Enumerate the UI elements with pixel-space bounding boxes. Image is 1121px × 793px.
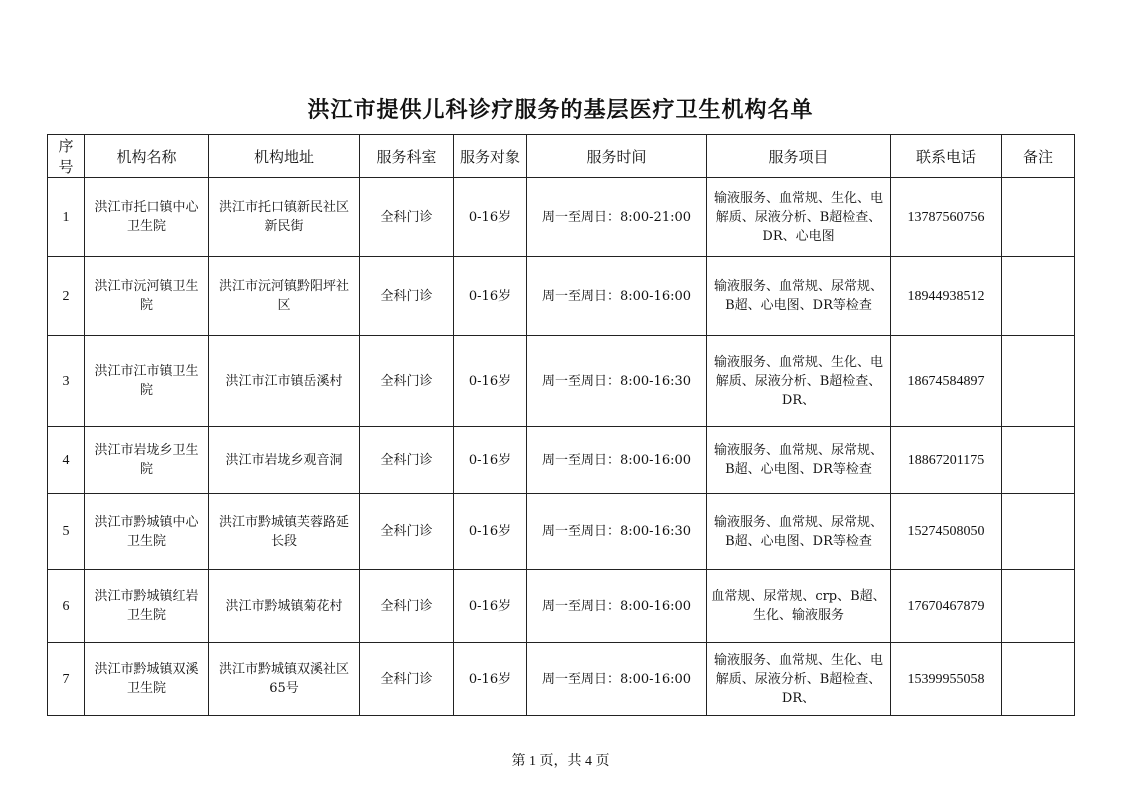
row-phone: 18867201175 xyxy=(891,427,1002,494)
header-address: 机构地址 xyxy=(209,135,360,178)
row-address: 洪江市沅河镇黔阳坪社区 xyxy=(209,257,360,336)
header-time: 服务时间 xyxy=(527,135,707,178)
row-note xyxy=(1002,178,1075,257)
row-target: 0-16岁 xyxy=(454,178,527,257)
row-address: 洪江市黔城镇双溪社区65号 xyxy=(209,643,360,716)
header-items: 服务项目 xyxy=(707,135,891,178)
row-phone: 15399955058 xyxy=(891,643,1002,716)
table-row xyxy=(48,427,1075,494)
row-department: 全科门诊 xyxy=(360,336,454,427)
row-items: 输液服务、血常规、尿常规、B超、心电图、DR等检查 xyxy=(707,427,891,494)
row-phone: 17670467879 xyxy=(891,570,1002,643)
row-index: 3 xyxy=(48,336,85,427)
row-address: 洪江市岩垅乡观音洞 xyxy=(209,427,360,494)
row-name: 洪江市江市镇卫生院 xyxy=(85,336,209,427)
row-time: 周一至周日：8:00-16:00 xyxy=(527,643,707,716)
row-target: 0-16岁 xyxy=(454,494,527,570)
row-note xyxy=(1002,427,1075,494)
row-index: 2 xyxy=(48,257,85,336)
row-items: 输液服务、血常规、生化、电解质、尿液分析、B超检查、DR、 xyxy=(707,643,891,716)
document-title: 洪江市提供儿科诊疗服务的基层医疗卫生机构名单 xyxy=(307,97,814,123)
row-note xyxy=(1002,257,1075,336)
row-address: 洪江市托口镇新民社区新民街 xyxy=(209,178,360,257)
row-index: 4 xyxy=(48,427,85,494)
row-phone: 15274508050 xyxy=(891,494,1002,570)
row-name: 洪江市托口镇中心卫生院 xyxy=(85,178,209,257)
row-address: 洪江市黔城镇芙蓉路延长段 xyxy=(209,494,360,570)
header-phone: 联系电话 xyxy=(891,135,1002,178)
row-note xyxy=(1002,494,1075,570)
row-time: 周一至周日：8:00-16:00 xyxy=(527,427,707,494)
row-name: 洪江市黔城镇红岩卫生院 xyxy=(85,570,209,643)
row-department: 全科门诊 xyxy=(360,643,454,716)
row-department: 全科门诊 xyxy=(360,178,454,257)
row-department: 全科门诊 xyxy=(360,570,454,643)
row-time: 周一至周日：8:00-21:00 xyxy=(527,178,707,257)
header-name: 机构名称 xyxy=(85,135,209,178)
table-row xyxy=(48,336,1075,427)
row-phone: 18674584897 xyxy=(891,336,1002,427)
row-name: 洪江市黔城镇双溪卫生院 xyxy=(85,643,209,716)
row-index: 5 xyxy=(48,494,85,570)
header-department: 服务科室 xyxy=(360,135,454,178)
row-address: 洪江市黔城镇菊花村 xyxy=(209,570,360,643)
row-target: 0-16岁 xyxy=(454,336,527,427)
page-number: 第 1 页，共 4 页 xyxy=(511,754,610,769)
row-time: 周一至周日：8:00-16:00 xyxy=(527,257,707,336)
row-index: 6 xyxy=(48,570,85,643)
table-row xyxy=(48,570,1075,643)
row-time: 周一至周日：8:00-16:30 xyxy=(527,494,707,570)
row-name: 洪江市岩垅乡卫生院 xyxy=(85,427,209,494)
row-index: 1 xyxy=(48,178,85,257)
row-note xyxy=(1002,643,1075,716)
row-note xyxy=(1002,336,1075,427)
row-target: 0-16岁 xyxy=(454,643,527,716)
table-header-row xyxy=(48,135,1075,178)
row-time: 周一至周日：8:00-16:30 xyxy=(527,336,707,427)
row-name: 洪江市沅河镇卫生院 xyxy=(85,257,209,336)
header-note: 备注 xyxy=(1002,135,1075,178)
row-items: 血常规、尿常规、crp、B超、生化、输液服务 xyxy=(707,570,891,643)
row-target: 0-16岁 xyxy=(454,257,527,336)
row-target: 0-16岁 xyxy=(454,570,527,643)
row-phone: 13787560756 xyxy=(891,178,1002,257)
row-department: 全科门诊 xyxy=(360,257,454,336)
row-items: 输液服务、血常规、生化、电解质、尿液分析、B超检查、DR、心电图 xyxy=(707,178,891,257)
row-target: 0-16岁 xyxy=(454,427,527,494)
row-address: 洪江市江市镇岳溪村 xyxy=(209,336,360,427)
row-name: 洪江市黔城镇中心卫生院 xyxy=(85,494,209,570)
row-time: 周一至周日：8:00-16:00 xyxy=(527,570,707,643)
row-note xyxy=(1002,570,1075,643)
table-row xyxy=(48,643,1075,716)
row-phone: 18944938512 xyxy=(891,257,1002,336)
header-index: 序号 xyxy=(48,135,85,178)
table-row xyxy=(48,494,1075,570)
table-row xyxy=(48,257,1075,336)
header-target: 服务对象 xyxy=(454,135,527,178)
row-department: 全科门诊 xyxy=(360,427,454,494)
row-items: 输液服务、血常规、生化、电解质、尿液分析、B超检查、DR、 xyxy=(707,336,891,427)
table-row xyxy=(48,178,1075,257)
row-index: 7 xyxy=(48,643,85,716)
row-items: 输液服务、血常规、尿常规、B超、心电图、DR等检查 xyxy=(707,494,891,570)
row-department: 全科门诊 xyxy=(360,494,454,570)
row-items: 输液服务、血常规、尿常规、B超、心电图、DR等检查 xyxy=(707,257,891,336)
institution-table xyxy=(47,134,1075,716)
